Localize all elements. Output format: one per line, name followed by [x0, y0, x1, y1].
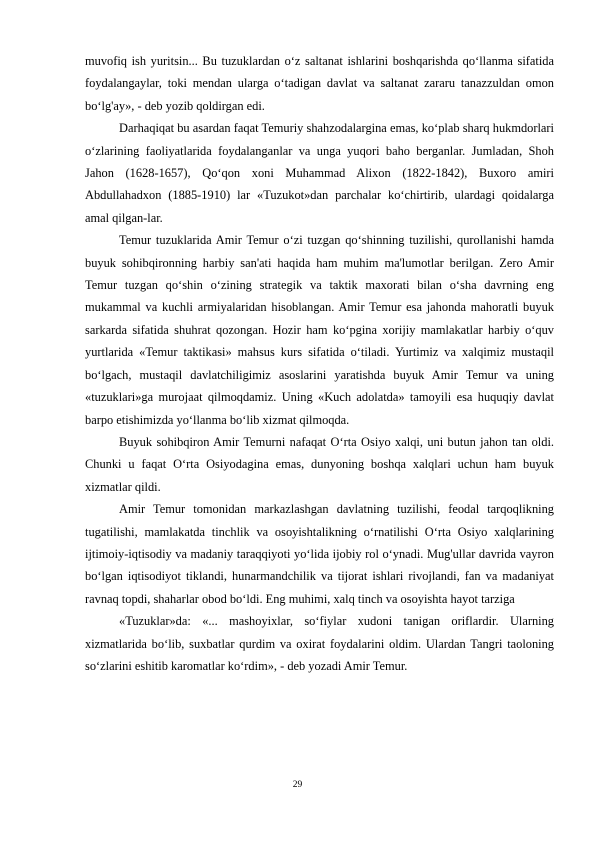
paragraph: Amir Temur tomonidan markazlashgan davlatning tuzilishi, feodal tarqoqlikning tugatilishi, mamlakatda tinchlik va osoyishtalikning o‘rnatilishi O‘rta Osiyo xalqlarining ijtimoiy-iqtisodiy va madaniy taraqqiyoti yo‘lida ijobiy rol o‘ynadi. Mug'ullar davrida vayron bo‘lgan iqtisodiyot tiklandi, hunarmandchilik va tijorat ishlari rivojlandi, fan va madaniyat ravnaq topdi, shaharlar obod bo‘ldi. Eng muhimi, xalq tinch va osoyishta hayot tarziga: [85, 502, 554, 606]
paragraph: Darhaqiqat bu asardan faqat Temuriy shahzodalargina emas, ko‘plab sharq hukmdorlari o‘zlarining faoliyatlarida foydalanganlar va unga yuqori baho berganlar. Jumladan, Shoh Jahon (1628-1657), Qo‘qon xoni Muhammad Alixon (1822-1842), Buxoro amiri Abdullahadxon (1885-1910) lar «Tuzukot»dan parchalar ko‘chirtirib, ulardagi qoidalarga amal qilgan-lar.: [85, 121, 554, 225]
paragraph: Buyuk sohibqiron Amir Temurni nafaqat O‘rta Osiyo xalqi, uni butun jahon tan oldi. Chunki u faqat O‘rta Osiyodagina emas, dunyoning boshqa xalqlari uchun ham buyuk xizmatlar qildi.: [85, 434, 554, 494]
paragraph: Temur tuzuklarida Amir Temur o‘zi tuzgan qo‘shinning tuzilishi, qurollanishi hamda buyuk sohibqironning harbiy san'ati haqida ham muhim ma'lumotlar berilgan. Zero Amir Temur tuzgan qo‘shin o‘zining strategik va taktik maxorati bilan o‘sha davrning eng mukammal va kuchli armiyalaridan hisoblangan. Amir Temur esa jahonda mahoratli buyuk sarkarda sifatida shuhrat qozongan. Hozir ham ko‘pgina xorijiy mamlakatlar harbiy o‘quv yurtlarida «Temur taktikasi» mahsus kurs sifatida o‘tiladi. Yurtimiz va xalqimiz mustaqil bo‘lgach, mustaqil davlatchiligimiz asoslarini yaratishda buyuk Amir Temur va uning «tuzuklari»ga murojaat qilmoqdamiz. Uning «Kuch adolatda» tamoyili esa huquqiy davlat barpo etishimizda yo‘llanma bo‘lib xizmat qilmoqda.: [85, 233, 554, 427]
paragraph-continuation: muvofiq ish yuritsin... Bu tuzuklardan o‘z saltanat ishlarini boshqarishda qo‘llanma sifatida foydalangaylar, toki mendan ularga o‘tadigan davlat va saltanat zararu tanazzuldan omon bo‘lg'ay», - deb yozib qoldirgan edi.: [85, 54, 554, 113]
page-body: [85, 50, 554, 677]
page-number: 29: [292, 780, 303, 790]
paragraph: «Tuzuklar»da: «... mashoyixlar, so‘fiylar xudoni tanigan oriflardir. Ularning xizmatlarida bo‘lib, suxbatlar qurdim va oxirat foydalarini oldim. Ulardan Tangri taoloning so‘zlarini eshitib karomatlar ko‘rdim», - deb yozadi Amir Temur.: [85, 614, 554, 673]
